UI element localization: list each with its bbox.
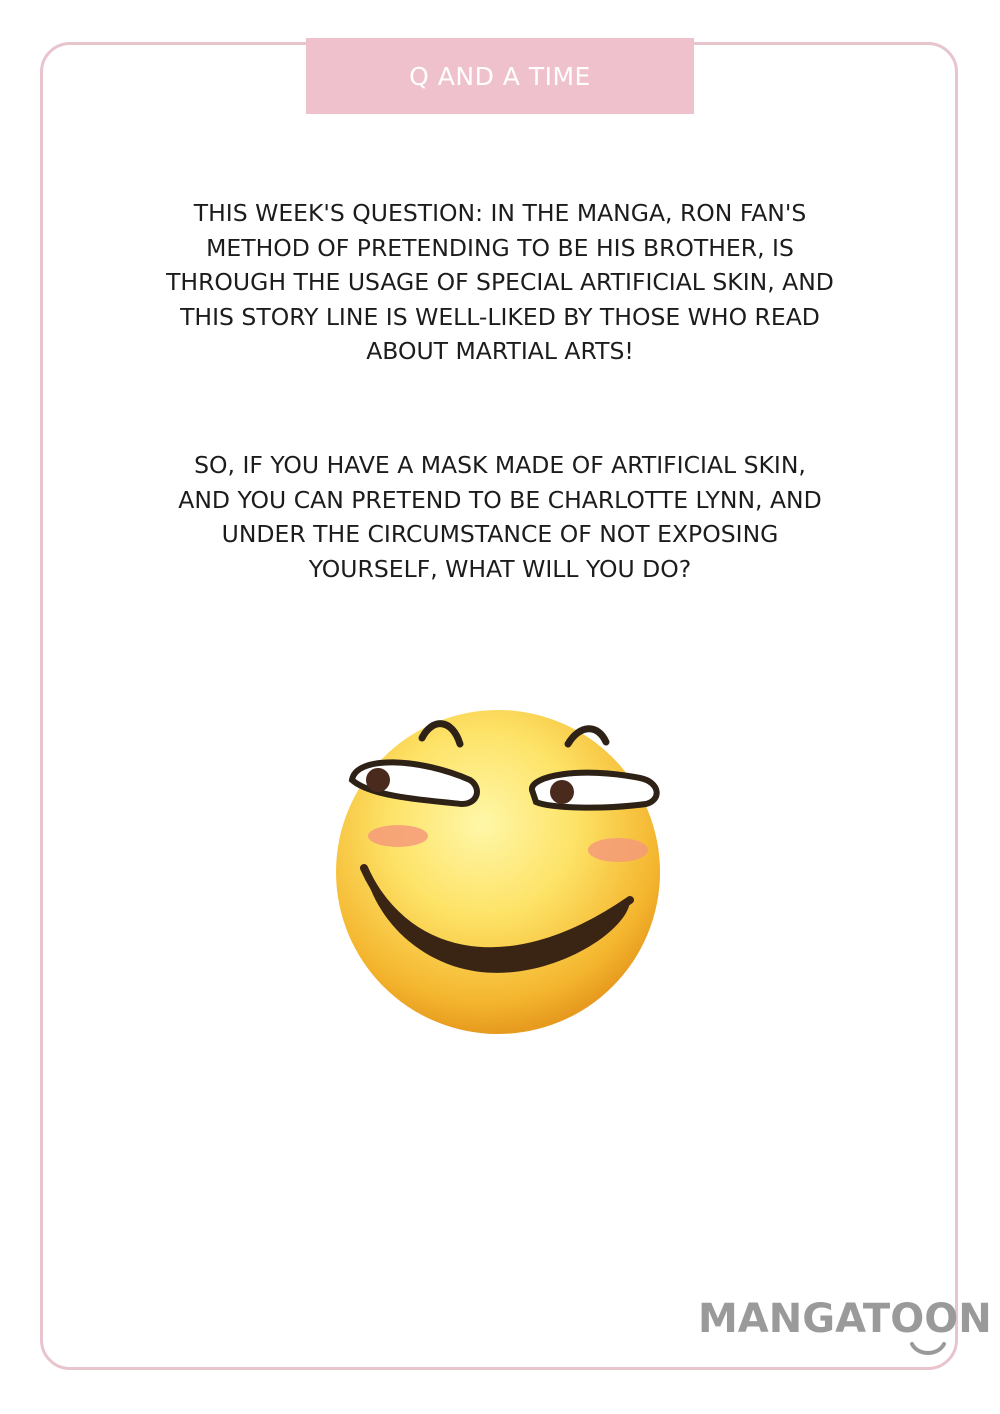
brand-name: MANGATOON xyxy=(698,1296,992,1342)
smirking-emoji-icon xyxy=(330,700,670,1040)
header-tab xyxy=(306,38,694,114)
header-title: Q AND A TIME xyxy=(409,61,591,91)
question-paragraph: THIS WEEK'S QUESTION: IN THE MANGA, RON FAN'S METHOD OF PRETENDING TO BE HIS BROTHER, IS THROUGH THE USAGE OF SPECIAL ARTIFICIAL SKIN, AND THIS STORY LINE IS WELL-LIKED BY THOSE WHO READ ABOUT MARTIAL ARTS! xyxy=(166,199,834,365)
mangatoon-logo-icon xyxy=(908,1340,948,1360)
follow-up-question-paragraph: SO, IF YOU HAVE A MASK MADE OF ARTIFICIAL SKIN, AND YOU CAN PRETEND TO BE CHARLOTTE LYNN, AND UNDER THE CIRCUMSTANCE OF NOT EXPOSING YOURSELF, WHAT WILL YOU DO? xyxy=(178,451,822,583)
mangatoon-logo xyxy=(698,1296,998,1368)
